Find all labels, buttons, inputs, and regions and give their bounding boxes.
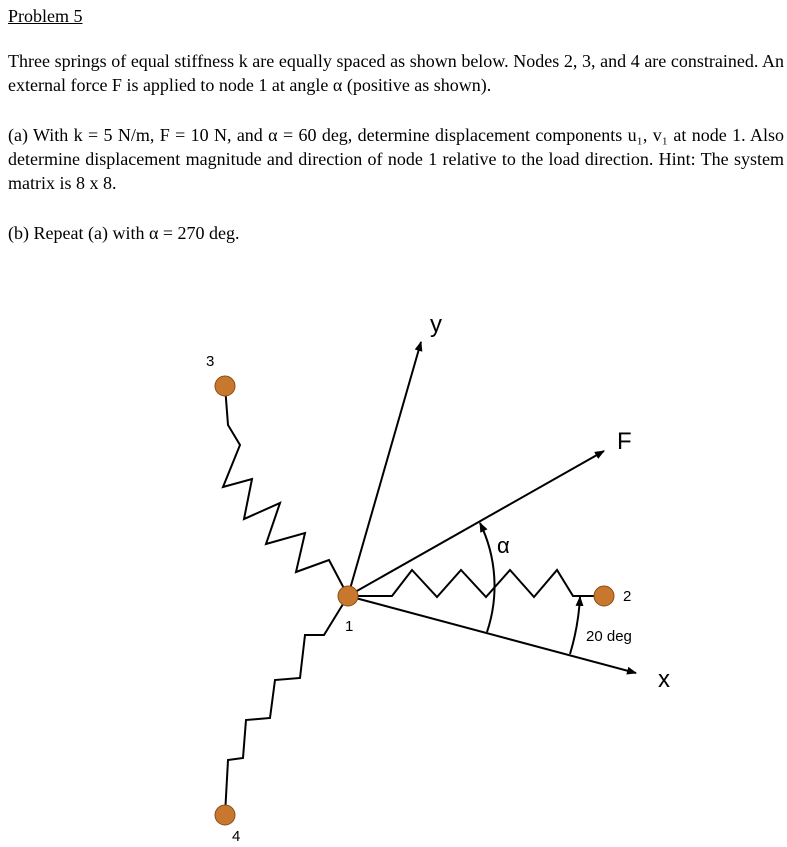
alpha-arc bbox=[480, 523, 495, 632]
node-1 bbox=[338, 586, 358, 606]
spring-1-4 bbox=[225, 596, 348, 815]
node-3-label: 3 bbox=[206, 353, 215, 370]
problem-title: Problem 5 bbox=[8, 6, 83, 26]
angle-20-arc bbox=[570, 597, 580, 654]
y-axis bbox=[348, 342, 421, 596]
problem-part-b: (b) Repeat (a) with α = 270 deg. bbox=[8, 223, 240, 243]
node-2-label: 2 bbox=[623, 588, 632, 605]
force-arrow bbox=[348, 451, 604, 596]
node-4 bbox=[215, 805, 235, 825]
force-label: F bbox=[617, 428, 632, 455]
spring-1-3 bbox=[223, 386, 348, 596]
x-axis-label: x bbox=[658, 666, 670, 693]
problem-intro: Three springs of equal stiffness k are equally spaced as shown below. Nodes 2, 3, and 4 are constrained. An external force F is applied to node 1 at angle α (positive as shown). bbox=[8, 51, 784, 95]
node-1-label: 1 bbox=[345, 618, 354, 635]
problem-part-a: (a) With k = 5 N/m, F = 10 N, and α = 60 deg, determine displacement components u₁, v₁ at node 1. Also determine displacement magnitude and direction of node 1 relative to the load direction. Hint: The system matrix is 8 x 8. bbox=[8, 125, 784, 193]
node-3 bbox=[215, 376, 235, 396]
angle-label: 20 deg bbox=[586, 628, 632, 645]
alpha-label: α bbox=[497, 533, 510, 558]
y-axis-label: y bbox=[430, 311, 442, 338]
node-4-label: 4 bbox=[232, 828, 241, 845]
node-2 bbox=[594, 586, 614, 606]
